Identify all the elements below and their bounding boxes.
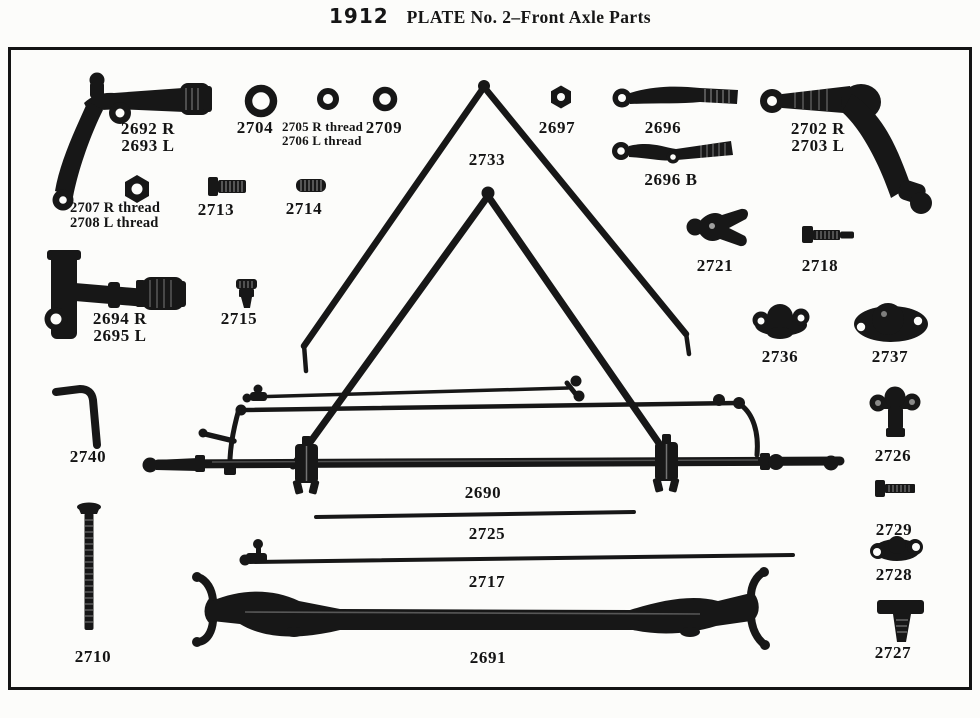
part-label-2692: 2692 R 2693 L	[120, 119, 176, 156]
part-drawing-2727	[877, 600, 924, 642]
part-label-2740: 2740	[69, 447, 107, 466]
part-label-2691: 2691	[469, 648, 507, 667]
part-label-2707: 2707 R thread 2708 L thread	[70, 200, 161, 232]
part-drawing-2725	[316, 512, 634, 517]
part-label-2714: 2714	[285, 199, 323, 218]
part-label-2718: 2718	[801, 256, 839, 275]
part-drawing-2740	[56, 389, 97, 445]
part-label-2725: 2725	[468, 524, 506, 543]
part-drawing-2717	[240, 539, 794, 566]
part-label-2694: 2694 R 2695 L	[92, 309, 148, 346]
part-drawing-2697	[551, 86, 571, 109]
part-label-2690: 2690	[464, 483, 502, 502]
title-plate: PLATE No. 2–Front Axle Parts	[406, 7, 652, 27]
part-label-2713: 2713	[197, 200, 235, 219]
part-label-2709: 2709	[365, 118, 403, 137]
part-label-2737: 2737	[871, 347, 909, 366]
part-label-2727: 2727	[874, 643, 912, 662]
part-drawing-2705	[320, 91, 336, 107]
part-drawing-2696b	[612, 141, 733, 164]
part-drawing-2729	[875, 480, 915, 497]
part-label-2733: 2733	[468, 150, 506, 169]
part-drawing-2702	[760, 84, 932, 214]
part-drawing-2737	[854, 303, 928, 342]
part-drawing-2707	[125, 175, 149, 203]
part-drawing-2704	[249, 89, 274, 114]
part-label-2728: 2728	[875, 565, 913, 584]
part-label-2705: 2705 R thread 2706 L thread	[282, 119, 364, 149]
part-drawing-2728	[870, 536, 923, 561]
part-drawing-2715	[236, 279, 257, 308]
part-drawing-2718	[802, 226, 854, 243]
part-drawing-2714	[296, 179, 326, 192]
part-label-2715: 2715	[220, 309, 258, 328]
part-label-2726: 2726	[874, 446, 912, 465]
part-label-2704: 2704	[236, 118, 274, 137]
part-drawing-2713	[208, 177, 246, 196]
part-label-2696: 2696	[644, 118, 682, 137]
title-year: 1912	[328, 4, 389, 28]
part-label-2710: 2710	[74, 647, 112, 666]
part-drawing-2710	[77, 503, 101, 631]
part-drawing-2726	[870, 387, 921, 438]
part-label-2729: 2729	[875, 520, 913, 539]
part-drawing-2721	[687, 209, 749, 246]
part-drawing-2696	[613, 87, 739, 108]
part-label-2721: 2721	[696, 256, 734, 275]
part-label-2736: 2736	[761, 347, 799, 366]
part-label-2697: 2697	[538, 118, 576, 137]
part-drawing-2709	[376, 90, 394, 108]
part-drawing-2736	[753, 304, 810, 339]
part-label-2702: 2702 R 2703 L	[790, 119, 846, 156]
part-label-2696b: 2696 B	[644, 170, 698, 189]
part-label-2717: 2717	[468, 572, 506, 591]
